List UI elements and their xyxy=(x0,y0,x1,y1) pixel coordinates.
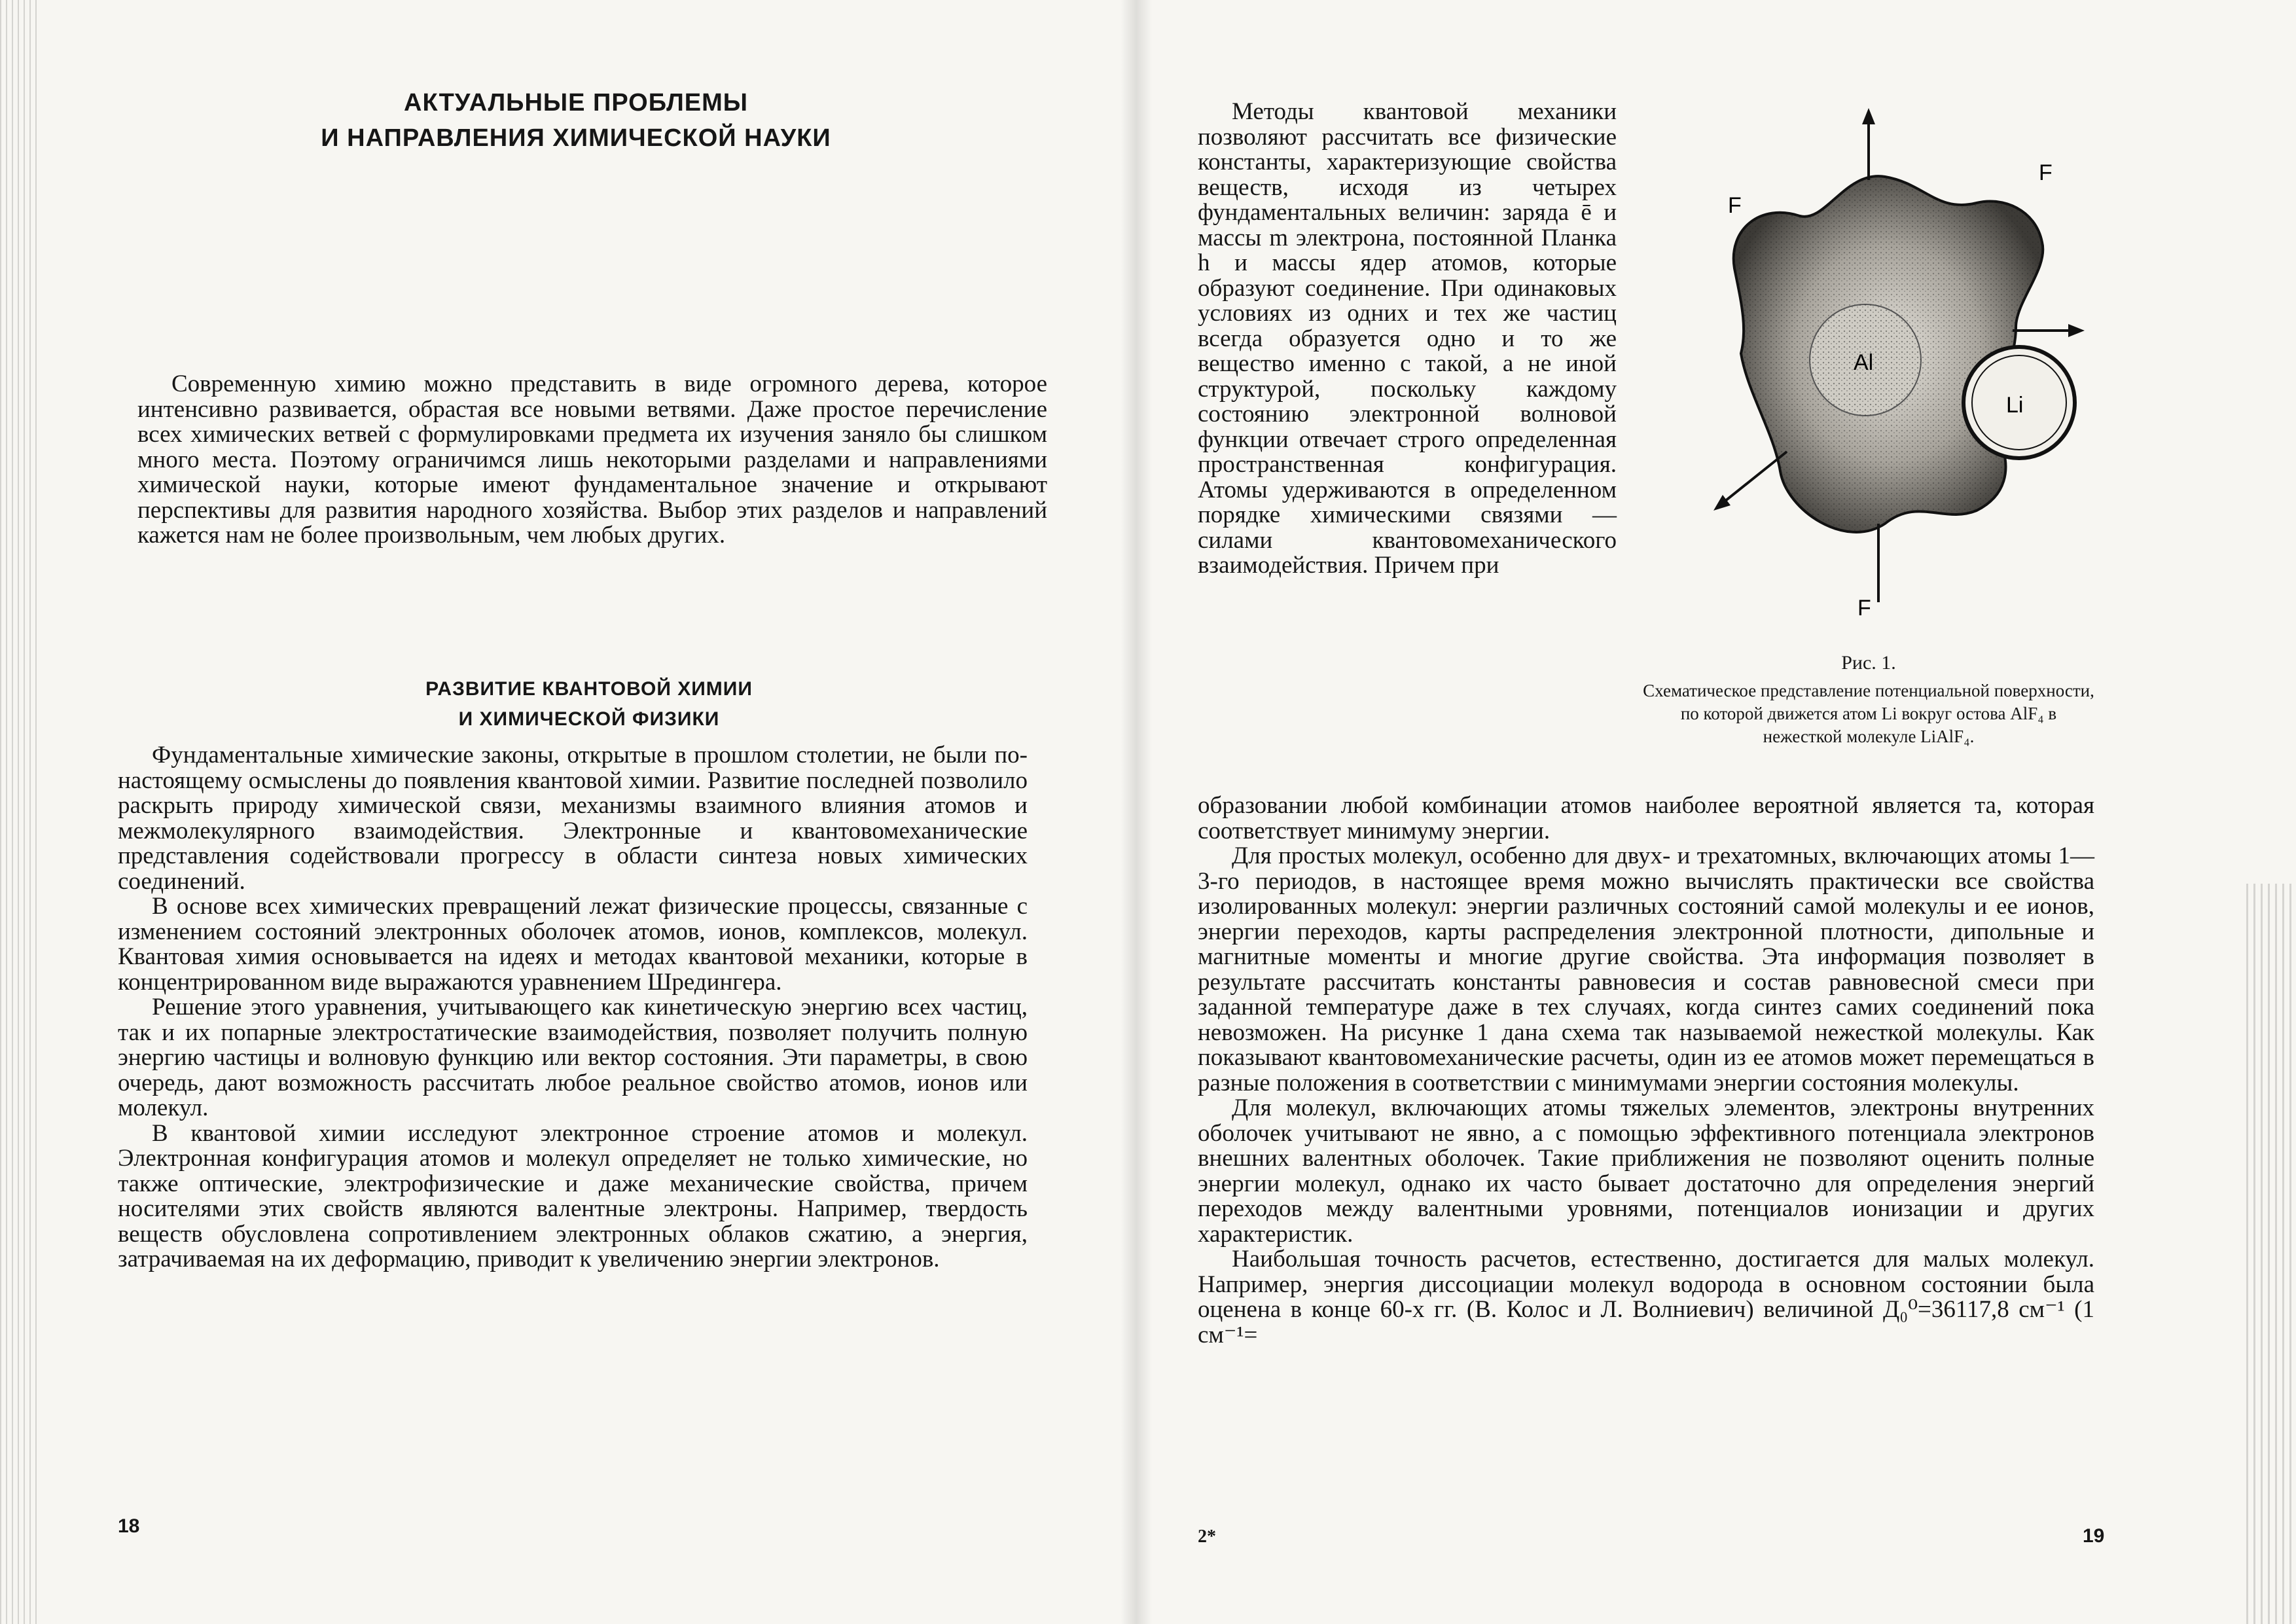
figure-label: Рис. 1. xyxy=(1841,652,1896,674)
f-label: F xyxy=(1857,596,1871,621)
section-heading-line-1: РАЗВИТИЕ КВАНТОВОЙ ХИМИИ xyxy=(425,678,753,700)
paragraph: Для молекул, включающих атомы тяжелых элементов, электроны внутренних оболочек учитывают не явно, а с помощью эффективного потенциала электронов внешних валентных оболочек. Такие приближения не позволяют оценить полные энергии молекул, однако их часто бывает достаточно для определения энергий переходов между валентными уровнями, потенциалов ионизации и других характеристик. xyxy=(1198,1094,2094,1248)
paragraph: Для простых молекул, особенно для двух- и трехатомных, включающих атомы 1—3-го периодов, в настоящее время можно вычислять практически все свойства изолированных молекул: энергии различных состояний самой молекулы и ее ионов, энергии переходов, карты распределения электронной плотности, дипольные и магнитные моменты и многие другие свойства. Эта информация позволяет в результате рассчитать константы равновесия и состав равновесной смеси при заданной температуре даже в тех случаях, когда синтез самих соединений пока невозможен. На рисунке 1 дана схема так называемой нежесткой молекулы. Как показывают квантовомеханические расчеты, один из ее атомов может перемещаться в разные положения в соответствии с минимумами энергии состояния молекулы. xyxy=(1198,842,2094,1096)
left-page xyxy=(118,65,1047,1571)
figure-caption xyxy=(1643,651,2094,748)
paragraph: В основе всех химических превращений лежат физические процессы, связанные с изменением состояний электронных оболочек атомов, ионов, комплексов, молекул. Квантовая химия основывается на идеях и методах квантовой механики, которые в концентрированном виде выражаются уравнением Шредингера. xyxy=(118,893,1028,996)
al-label: Al xyxy=(1854,350,1874,375)
book-title-line-1: АКТУАЛЬНЫЕ ПРОБЛЕМЫ xyxy=(404,89,748,117)
li-label: Li xyxy=(2006,393,2024,418)
column-text xyxy=(1198,99,1617,579)
paragraph: Решение этого уравнения, учитывающего как кинетическую энергию всех частиц, так и их попарные электростатические взаимодействия, позволяет получить полную энергию частицы и волновую функцию или вектор состояния. Эти параметры, в свою очередь, дают возможность рассчитать любое реальное свойство атомов, ионов или молекул. xyxy=(118,994,1028,1121)
intro-text xyxy=(137,372,1047,549)
right-page xyxy=(1198,65,2105,1571)
paragraph: Фундаментальные химические законы, открытые в прошлом столетии, не были по-настоящему осмыслены до появления квантовой химии. Развитие последней позволило раскрыть природу химической связи, механизмы взаимного влияния атомов и межмолекулярного взаимодействия. Электронные и квантовомеханические представления содействовали прогрессу в области синтеза новых химических соединений. xyxy=(118,742,1028,895)
section-heading xyxy=(380,674,798,734)
book-gutter xyxy=(1121,0,1152,1624)
molecule-diagram xyxy=(1649,105,2101,655)
continuation-paragraph: образовании любой комбинации атомов наиболее вероятной является та, которая соответствует минимуму энергии. xyxy=(1198,792,2094,844)
figure-1 xyxy=(1643,105,2101,746)
book-title xyxy=(314,85,838,156)
section-body xyxy=(118,743,1028,1272)
paragraph: Наибольшая точность расчетов, естественно, достигается для малых молекул. Например, энергия диссоциации молекул водорода в основном состоянии была оценена в конце 60-х гг. (В. Колос и Л. Волниевич) величиной Д₀⁰=36117,8 см⁻¹ (1 см⁻¹= xyxy=(1198,1246,2094,1348)
page-number: 19 xyxy=(2083,1525,2105,1547)
f-label: F xyxy=(2039,160,2053,185)
column-paragraph: Методы квантовой механики позволяют рассчитать все физические константы, характеризующие свойства веществ, исходя из четырех фундаментальных величин: заряда ē и массы m электрона, постоянной Планка h и массы ядер атомов, которые образуют соединение. При одинаковых условиях из одних и тех же частиц всегда образуется одно и то же вещество именно с такой, а не иной структурой, поскольку каждому состоянию электронной волновой функции отвечает строго определенная пространственная конфигурация. Атомы удерживаются в определенном порядке химическими связями — силами квантовомеханического взаимодействия. Причем при xyxy=(1198,98,1617,579)
paragraph: В квантовой химии исследуют электронное строение атомов и молекул. Электронная конфигурация атомов и молекул определяет не только химические, но также оптические, электрофизические и даже механические свойства, причем носителями этих свойств являются валентные электроны. Например, твердость веществ обусловлена сопротивлением электронных облаков сжатию, а энергия, затрачиваемая на их деформацию, приводит к увеличению энергии электронов. xyxy=(118,1119,1028,1272)
signature-mark: 2* xyxy=(1198,1526,1216,1547)
intro-paragraph: Современную химию можно представить в виде огромного дерева, которое интенсивно развивается, обрастая все новыми ветвями. Даже простое перечисление всех химических ветвей с формулировками предмета их изучения заняло бы слишком много места. Поэтому ограничимся лишь некоторыми разделами и направлениями химической науки, которые имеют фундаментальное значение и открывают перспективы для развития народного хозяйства. Выбор этих разделов и направлений кажется нам не более произвольным, чем любых других. xyxy=(137,370,1047,549)
page-edge-left xyxy=(0,0,39,1624)
page-number: 18 xyxy=(118,1515,140,1537)
book-title-line-2: И НАПРАВЛЕНИЯ ХИМИЧЕСКОЙ НАУКИ xyxy=(321,124,831,152)
figure-caption-text: Схематическое представление потенциальной поверхности, по которой движется атом Li вокруг остова AlF₄ в нежесткой молекуле LiAlF₄. xyxy=(1643,681,2094,746)
page-edge-right xyxy=(2246,884,2296,1624)
section-heading-line-2: И ХИМИЧЕСКОЙ ФИЗИКИ xyxy=(458,708,720,730)
f-label: F xyxy=(1728,193,1742,218)
full-width-text xyxy=(1198,793,2094,1348)
